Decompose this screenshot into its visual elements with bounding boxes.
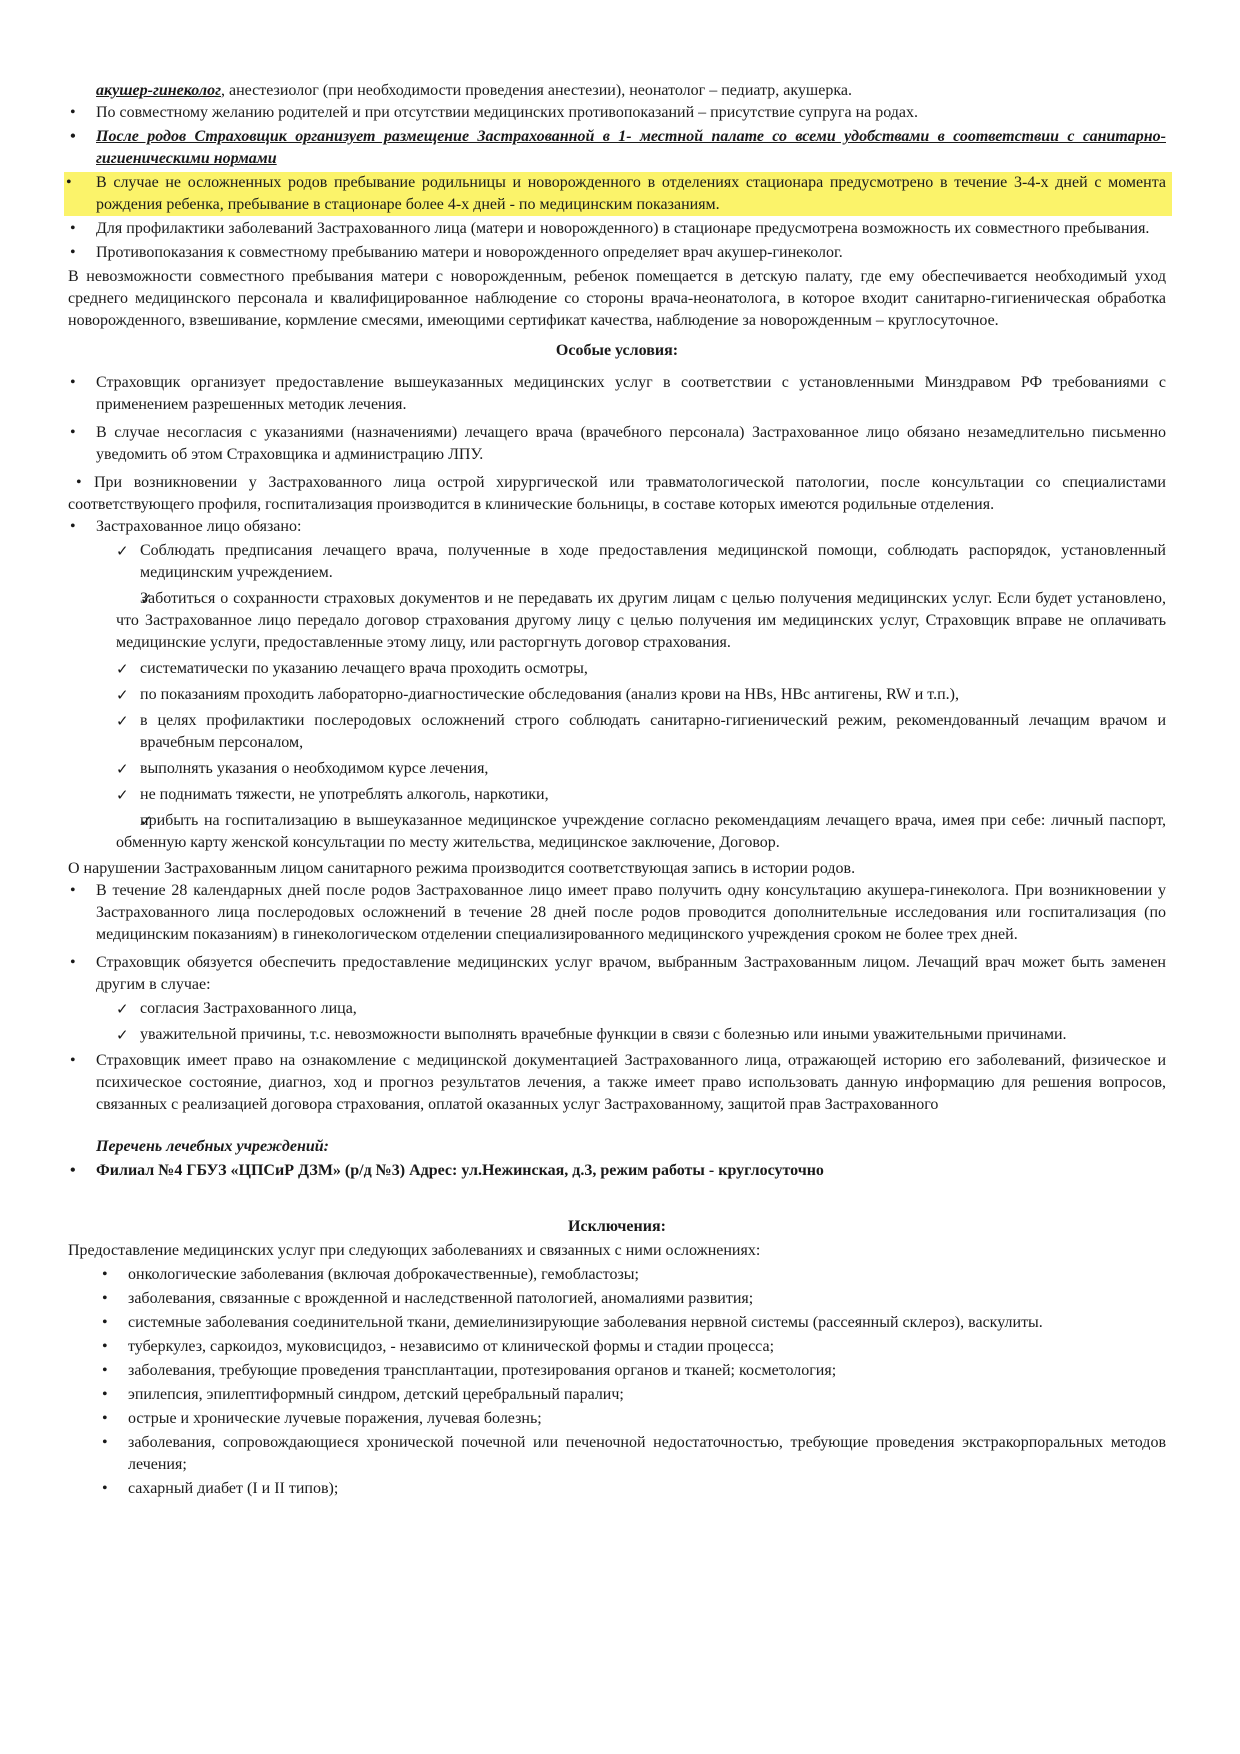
bullet-special-3: • При возникновении у Застрахованного лица острой хирургической или травматологической патологии, после консультации со специалистами соответствующего профиля, госпитализация производится в клинические больницы, в составе которых имеются родильные отделения. xyxy=(68,474,1166,513)
bullet-special-1: • Страховщик организует предоставление вышеуказанных медицинских услуг в соответствии с установленными Минздравом РФ требованиями с применением разрешенных методик лечения. xyxy=(68,372,1166,416)
bullet-consultation-28-days: • В течение 28 календарных дней после родов Застрахованное лицо имеет право получить одну консультацию акушера-гинеколога. При возникновении у Застрахованного лица послеродовых осложнений в течение 28 дней после родов проводится дополнительные исследования или госпитализация (по медицинским показаниям) в гинекологическом отделении специализированного медицинского учреждения сроком не более трех дней. xyxy=(68,880,1166,946)
continuation-line xyxy=(68,80,1166,102)
bullet-single-room: • После родов Страховщик организует размещение Застрахованной в 1- местной палате со всеми удобствами в соответствии с санитарно-гигиеническими нормами xyxy=(68,126,1166,170)
heading-special-conditions: Особые условия: xyxy=(555,342,679,359)
bullet-stay-duration-highlighted: • В случае не осложненных родов пребывание родильницы и новорожденного в отделениях стационара предусмотрено в течение 3-4-х дней с момента рождения ребенка, пребывание в стационаре более 4-х дней - по медицинским показаниям. xyxy=(64,172,1172,216)
exclusion-item: • эпилепсия, эпилептиформный синдром, детский церебральный паралич; xyxy=(68,1384,1166,1406)
check-item: ✓ систематически по указанию лечащего врача проходить осмотры, xyxy=(68,658,1166,680)
check-item: ✓ Соблюдать предписания лечащего врача, полученные в ходе предоставления медицинской помощи, соблюдать распорядок, установленный медицинским учреждением. xyxy=(68,540,1166,584)
exclusion-item: • острые и хронические лучевые поражения, лучевая болезнь; xyxy=(68,1408,1166,1430)
exclusion-item: • заболевания, сопровождающиеся хронической почечной или печеночной недостаточностью, требующие проведения экстракорпоральных методов лечения; xyxy=(68,1432,1166,1476)
clinic-item: • Филиал №4 ГБУЗ «ЦПСиР ДЗМ» (р/д №3) Адрес: ул.Нежинская, д.3, режим работы - круглосуточно xyxy=(68,1160,1166,1182)
bullet-insured-obliged: • Застрахованное лицо обязано: xyxy=(68,516,1166,538)
exclusion-item: • заболевания, связанные с врожденной и наследственной патологией, аномалиями развития; xyxy=(68,1288,1166,1310)
check-item: ✓ по показаниям проходить лабораторно-диагностические обследования (анализ крови на HBs, HBc антигены, RW и т.п.), xyxy=(68,684,1166,706)
heading-exclusions: Исключения: xyxy=(568,1218,666,1235)
exclusions-intro: Предоставление медицинских услуг при следующих заболеваниях и связанных с ними осложнениях: xyxy=(68,1242,761,1259)
bullet-joint-stay: • Для профилактики заболеваний Застрахованного лица (матери и новорожденного) в стационаре предусмотрена возможность их совместного пребывания. xyxy=(68,218,1166,240)
exclusion-item: • заболевания, требующие проведения трансплантации, протезирования органов и тканей; косметология; xyxy=(68,1360,1166,1382)
bullet-special-3-text: При возникновении у Застрахованного лица острой хирургической или травматологической патологии, после консультации со специалистами соответствующего профиля, госпитализация производится в клинические больницы, в составе которых имеются родильные отделения. xyxy=(68,474,1166,513)
violation-note: О нарушении Застрахованным лицом санитарного режима производится соответствующая запись в истории родов. xyxy=(68,860,856,877)
check-item: ✓ не поднимать тяжести, не употреблять алкоголь, наркотики, xyxy=(68,784,1166,806)
check-item: ✓ уважительной причины, т.с. невозможности выполнять врачебные функции в связи с болезнью или иными уважительными причинами. xyxy=(68,1024,1166,1046)
bullet-spouse: • По совместному желанию родителей и при отсутствии медицинских противопоказаний – присутствие супруга на родах. xyxy=(68,102,1166,124)
check-item: ✓ в целях профилактики послеродовых осложнений строго соблюдать санитарно-гигиенический режим, рекомендованный лечащим врачом и врачебным персоналом, xyxy=(68,710,1166,754)
bullet-medical-records: • Страховщик имеет право на ознакомление с медицинской документацией Застрахованного лица, отражающей историю его заболеваний, физическое и психическое состояние, диагноз, ход и прогноз результатов лечения, а также имеет право использовать данную информацию для решения вопросов, связанных с реализацией договора страхования, оплатой оказанных услуг Застрахованному, защитой прав Застрахованного xyxy=(68,1050,1166,1116)
exclusion-item: • онкологические заболевания (включая доброкачественные), гемобластозы; xyxy=(68,1264,1166,1286)
check-item: ✓ согласия Застрахованного лица, xyxy=(68,998,1166,1020)
clinics-title: Перечень лечебных учреждений: xyxy=(96,1138,329,1155)
check-item: ✓ выполнять указания о необходимом курсе лечения, xyxy=(68,758,1166,780)
exclusion-item: • сахарный диабет (I и II типов); xyxy=(68,1478,1166,1500)
exclusion-item: • туберкулез, саркоидоз, муковисцидоз, - независимо от клинической формы и стадии процесса; xyxy=(68,1336,1166,1358)
role-obgyn: акушер-гинеколог xyxy=(96,82,221,99)
check-item: ✓ Заботиться о сохранности страховых документов и не передавать их другим лицам с целью получения медицинских услуг. Если будет установлено, что Застрахованное лицо передало договор страхования другому лицу с целью получения им медицинских услуг, Страховщик вправе не оплачивать медицинские услуги, предоставленные этому лицу, или расторгнуть договор страхования. xyxy=(68,588,1166,654)
paragraph-newborn-care: В невозможности совместного пребывания матери с новорожденным, ребенок помещается в детскую палату, где ему обеспечивается необходимый уход среднего медицинского персонала и квалифицированное наблюдение со стороны врача-неонатолога, в которое входит санитарно-гигиеническая обработка новорожденного, взвешивание, кормление смесями, имеющими сертификат качества, наблюдение за новорожденным – круглосуточное. xyxy=(68,268,1166,329)
document-body xyxy=(68,80,1166,1502)
role-list: , анестезиолог (при необходимости проведения анестезии), неонатолог – педиатр, акушерка. xyxy=(220,82,852,99)
check-item: ✓ прибыть на госпитализацию в вышеуказанное медицинское учреждение согласно рекомендациям лечащего врача, имея при себе: личный паспорт, обменную карту женской консультации по месту жительства, медицинское заключение, Договор. xyxy=(68,810,1166,854)
bullet-contraindications: • Противопоказания к совместному пребыванию матери и новорожденного определяет врач акушер-гинеколог. xyxy=(68,242,1166,264)
bullet-doctor-choice: • Страховщик обязуется обеспечить предоставление медицинских услуг врачом, выбранным Застрахованным лицом. Лечащий врач может быть заменен другим в случае: xyxy=(68,952,1166,996)
bullet-special-2: • В случае несогласия с указаниями (назначениями) лечащего врача (врачебного персонала) Застрахованное лицо обязано незамедлительно письменно уведомить об этом Страховщика и администрацию ЛПУ. xyxy=(68,422,1166,466)
exclusion-item: • системные заболевания соединительной ткани, демиелинизирующие заболевания нервной системы (рассеянный склероз), васкулиты. xyxy=(68,1312,1166,1334)
